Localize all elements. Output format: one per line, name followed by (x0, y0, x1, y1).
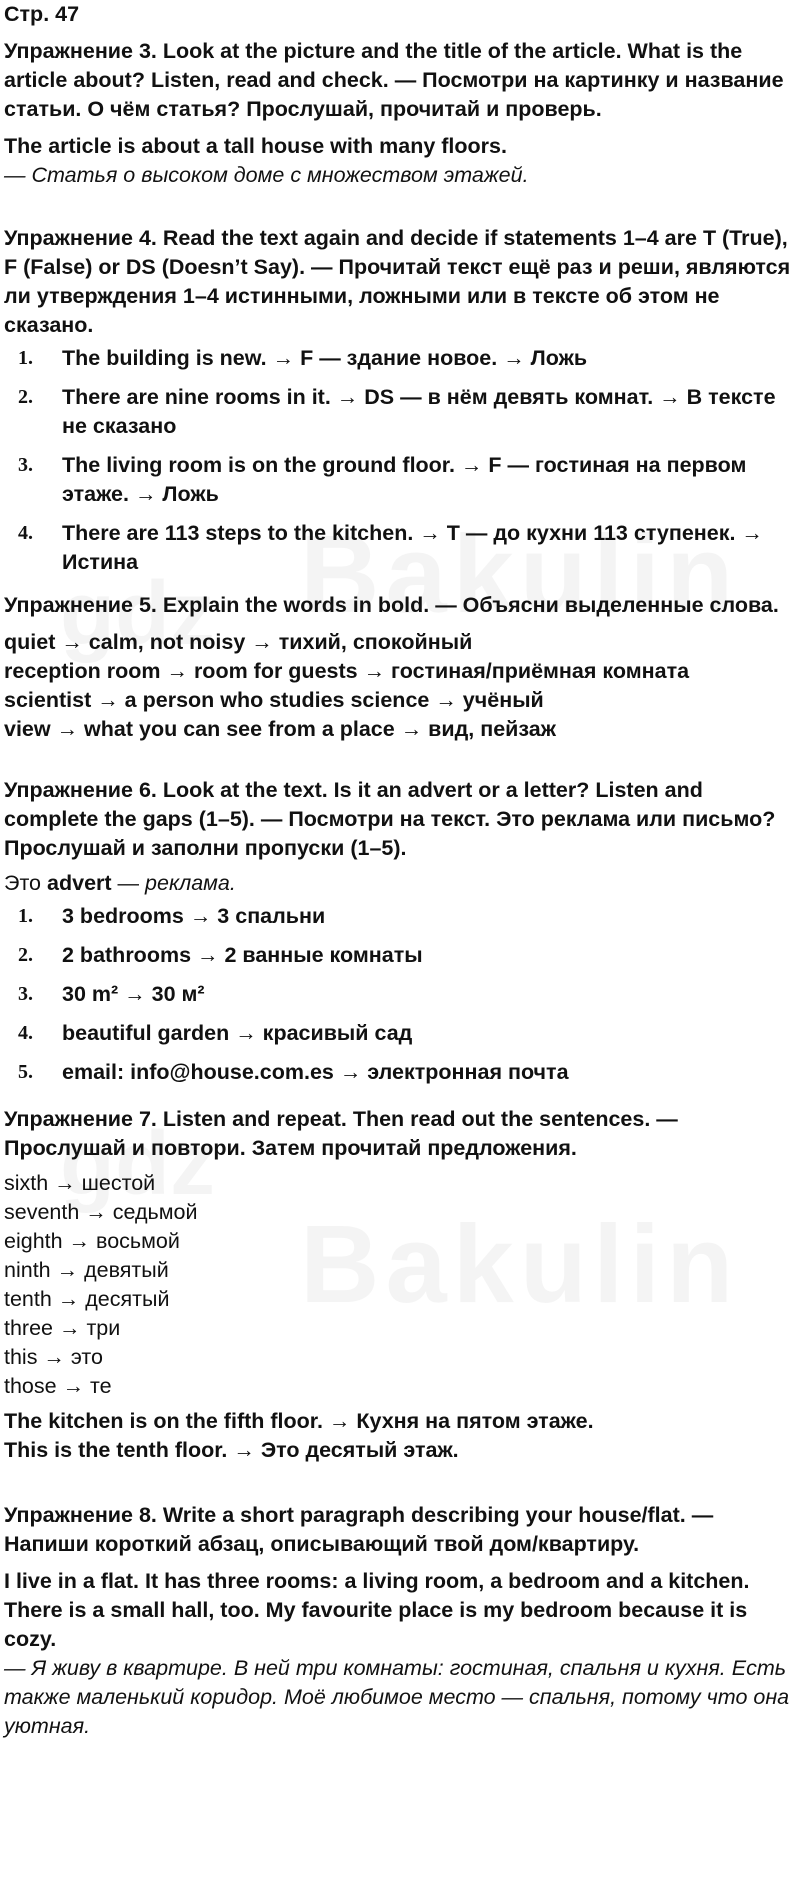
list-item (4, 980, 794, 1009)
list-item (4, 344, 794, 373)
exercise-3-answer-ru: — Статья о высоком доме с множеством этажей. (4, 163, 529, 187)
list-item (4, 941, 794, 970)
exercise-5-heading: Упражнение 5. Explain the words in bold. — Объясни выделенные слова. (4, 593, 779, 617)
sentence-line: This is the tenth floor. → Это десятый этаж. (4, 1438, 459, 1462)
word-line: three → три (4, 1316, 121, 1340)
exercise-8-answer-ru: — Я живу в квартире. В ней три комнаты: гостиная, спальня и кухня. Есть также маленький коридор. Моё любимое место — спальня, потому что она уютная. (4, 1656, 790, 1738)
list-number: 5. (18, 1061, 33, 1083)
word-line: those → те (4, 1374, 112, 1398)
list-number: 1. (18, 347, 33, 369)
exercise-7 (4, 1105, 794, 1465)
list-item (4, 1058, 794, 1087)
list-number: 1. (18, 905, 33, 927)
list-number: 3. (18, 983, 33, 1005)
exercise-8-answer-en: I live in a flat. It has three rooms: a living room, a bedroom and a kitchen. There is a small hall, too. My favourite place is my bedroom because it is cozy. (4, 1569, 750, 1651)
exercise-8 (4, 1501, 794, 1741)
list-text: The building is new. → F — здание новое. → Ложь (62, 346, 588, 370)
exercise-6-list (4, 902, 794, 1087)
page-number: Стр. 47 (4, 2, 80, 26)
definition-line: scientist → a person who studies science → учёный (4, 688, 544, 712)
list-text: beautiful garden → красивый сад (62, 1021, 413, 1045)
list-item (4, 519, 794, 577)
list-item (4, 451, 794, 509)
list-text: There are nine rooms in it. → DS — в нём девять комнат. → В тексте не сказано (62, 385, 776, 438)
list-text: The living room is on the ground floor. → F — гостиная на первом этаже. → Ложь (62, 453, 747, 506)
definition-line: quiet → calm, not noisy → тихий, спокойный (4, 630, 473, 654)
exercise-3 (4, 37, 794, 190)
exercise-7-sentences (4, 1407, 794, 1465)
word-line: eighth → восьмой (4, 1229, 180, 1253)
exercise-4-heading: Упражнение 4. Read the text again and decide if statements 1–4 are T (True), F (False) or DS (Doesn’t Say). — Прочитай текст ещё раз и реши, являются ли утверждения 1–4 истинными, ложными или в тексте об этом не сказано. (4, 226, 791, 337)
definition-line: reception room → room for guests → гостиная/приёмная комната (4, 659, 690, 683)
exercise-4 (4, 224, 794, 577)
word-line: sixth → шестой (4, 1171, 156, 1195)
answer-word: advert (47, 871, 112, 895)
answer-ru: реклама. (145, 871, 236, 895)
list-number: 4. (18, 522, 33, 544)
word-line: tenth → десятый (4, 1287, 170, 1311)
list-number: 4. (18, 1022, 33, 1044)
exercise-4-list (4, 344, 794, 577)
word-line: this → это (4, 1345, 103, 1369)
exercise-6-heading: Упражнение 6. Look at the text. Is it an advert or a letter? Listen and complete the gaps (1–5). — Посмотри на текст. Это реклама или письмо? Прослушай и заполни пропуски (1–5). (4, 778, 776, 860)
list-item (4, 902, 794, 931)
list-item (4, 383, 794, 441)
list-text: email: info@house.com.es → электронная почта (62, 1060, 569, 1084)
list-text: 2 bathrooms → 2 ванные комнаты (62, 943, 423, 967)
list-text: There are 113 steps to the kitchen. → T — до кухни 113 ступенек. → Истина (62, 521, 763, 574)
exercise-3-answer-en: The article is about a tall house with many floors. (4, 134, 507, 158)
list-text: 30 m² → 30 м² (62, 982, 205, 1006)
list-number: 3. (18, 454, 33, 476)
exercise-5 (4, 591, 794, 744)
word-line: seventh → седьмой (4, 1200, 198, 1224)
sentence-line: The kitchen is on the fifth floor. → Кухня на пятом этаже. (4, 1409, 594, 1433)
exercise-7-heading: Упражнение 7. Listen and repeat. Then read out the sentences. — Прослушай и повтори. Затем прочитай предложения. (4, 1107, 678, 1160)
list-item (4, 1019, 794, 1048)
exercise-6 (4, 776, 794, 1087)
exercise-3-heading: Упражнение 3. Look at the picture and the title of the article. What is the article about? Listen, read and check. — Посмотри на картинку и название статьи. О чём статья? Прослушай, прочитай и проверь. (4, 39, 784, 121)
definition-line: view → what you can see from a place → вид, пейзаж (4, 717, 556, 741)
list-text: 3 bedrooms → 3 спальни (62, 904, 326, 928)
list-number: 2. (18, 386, 33, 408)
document (4, 0, 794, 1741)
word-line: ninth → девятый (4, 1258, 169, 1282)
answer-dash: — (117, 871, 140, 895)
list-number: 2. (18, 944, 33, 966)
exercise-7-words (4, 1169, 794, 1401)
exercise-8-heading: Упражнение 8. Write a short paragraph describing your house/flat. — Напиши короткий абзац, описывающий твой дом/квартиру. (4, 1503, 714, 1556)
answer-prefix: Это (4, 871, 42, 895)
exercise-6-answer (4, 869, 794, 898)
exercise-5-lines (4, 628, 794, 744)
